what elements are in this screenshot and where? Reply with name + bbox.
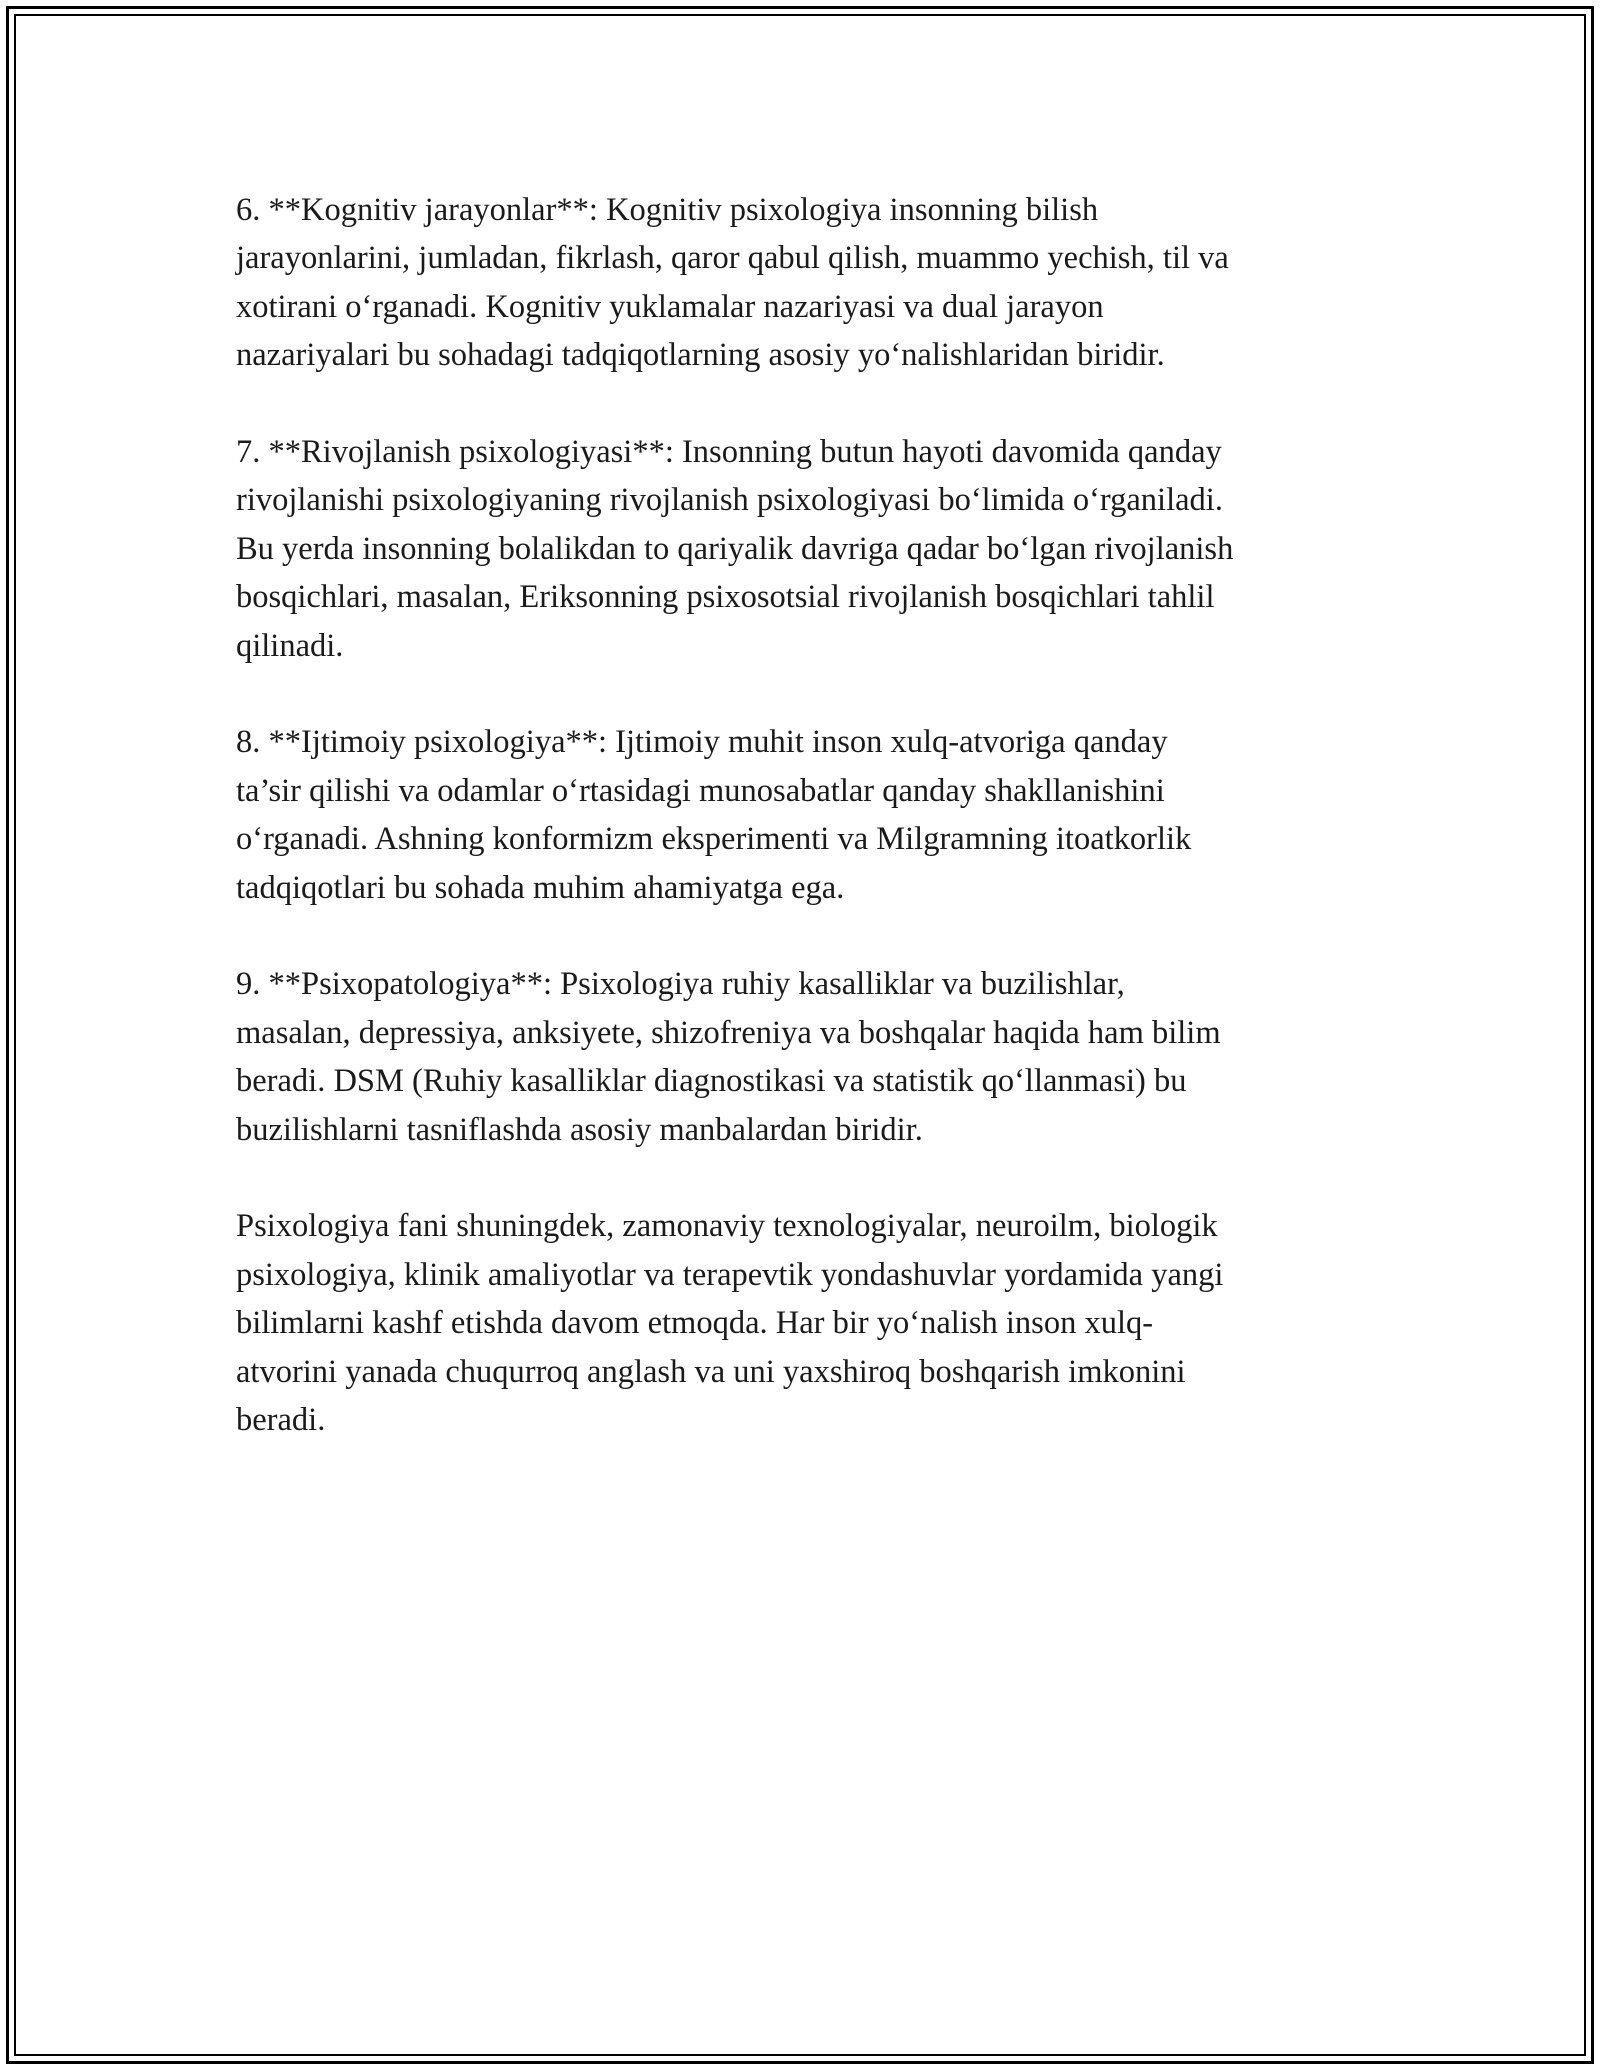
- paragraph-psixopatologiya: 9. **Psixopatologiya**: Psixologiya ruhiy kasalliklar va buzilishlar, masalan, depressiya, anksiyete, shizofreniya va boshqalar haqida ham bilim beradi. DSM (Ruhiy kasalliklar diagnostikasi va statistik qo‘llanmasi) bu buzilishlarni tasniflashda asosiy manbalardan biridir.: [236, 966, 1221, 1148]
- paragraph-rivojlanish-psixologiyasi: 7. **Rivojlanish psixologiyasi**: Insonning butun hayoti davomida qanday rivojlanishi psixologiyaning rivojlanish psixologiyasi bo‘limida o‘rganiladi. Bu yerda insonning bolalikdan to qariyalik davriga qadar bo‘lgan rivojlanish bosqichlari, masalan, Eriksonning psixosotsial rivojlanish bosqichlari tahlil qilinadi.: [236, 434, 1234, 664]
- paragraph-kognitiv-jarayonlar: 6. **Kognitiv jarayonlar**: Kognitiv psixologiya insonning bilish jarayonlarini, jumladan, fikrlash, qaror qabul qilish, muammo yechish, til va xotirani o‘rganadi. Kognitiv yuklamalar nazariyasi va dual jarayon nazariyalari bu sohadagi tadqiqotlarning asosiy yo‘nalishlaridan biridir.: [236, 192, 1229, 374]
- paragraph-conclusion: Psixologiya fani shuningdek, zamonaviy texnologiyalar, neuroilm, biologik psixologiya, klinik amaliyotlar va terapevtik yondashuvlar yordamida yangi bilimlarni kashf etishda davom etmoqda. Har bir yo‘nalish inson xulq- atvorini yanada chuqurroq anglash va uni yaxshiroq boshqarish imkonini beradi.: [236, 1208, 1224, 1439]
- document-body: [236, 186, 1376, 1445]
- paragraph-ijtimoiy-psixologiya: 8. **Ijtimoiy psixologiya**: Ijtimoiy muhit inson xulq-atvoriga qanday ta’sir qilishi va odamlar o‘rtasidagi munosabatlar qanday shakllanishini o‘rganadi. Ashning konformizm eksperimenti va Milgramning itoatkorlik tadqiqotlari bu sohada muhim ahamiyatga ega.: [236, 724, 1192, 906]
